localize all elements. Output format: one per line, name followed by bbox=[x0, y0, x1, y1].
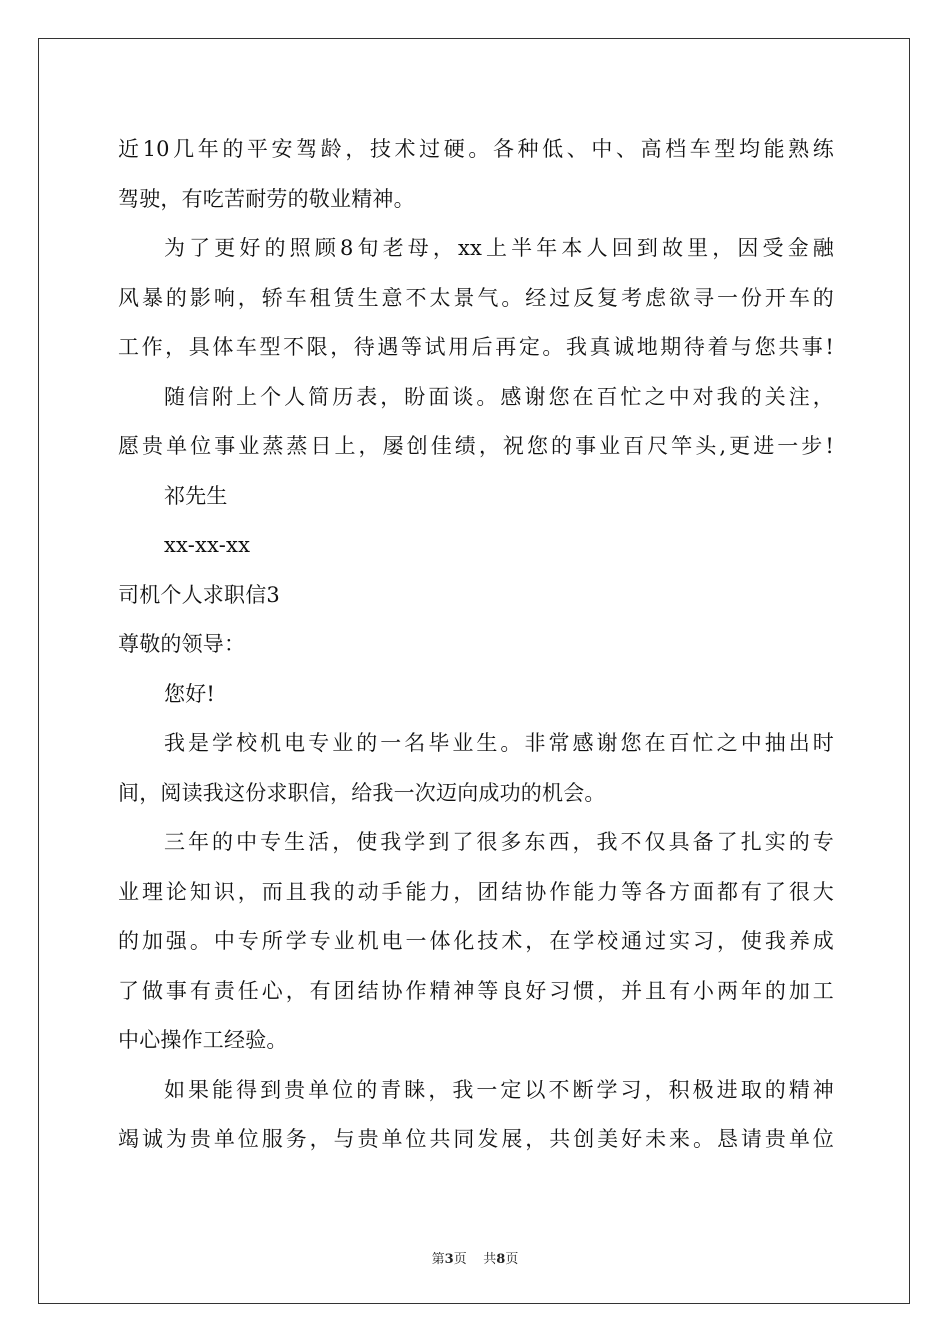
total-pages: 8 bbox=[496, 1252, 506, 1267]
document-body bbox=[118, 125, 834, 1165]
text-line-5: 工作，具体车型不限，待遇等试用后再定。我真诚地期待着与您共事! bbox=[118, 335, 834, 359]
text-line-13: 我是学校机电专业的一名毕业生。非常感谢您在百忙之中抽出时 bbox=[164, 731, 834, 755]
total-label-prefix: 共 bbox=[483, 1252, 497, 1267]
text-line-4: 风暴的影响，轿车租赁生意不太景气。经过反复考虑欲寻一份开车的 bbox=[118, 285, 834, 310]
page-number: 3 bbox=[444, 1252, 454, 1267]
signature-name: 祁先生 bbox=[164, 483, 228, 508]
signature-date: xx-xx-xx bbox=[164, 533, 251, 557]
text-line-15: 三年的中专生活，使我学到了很多东西，我不仅具备了扎实的专 bbox=[164, 830, 834, 854]
text-line-3: 为了更好的照顾8旬老母，xx上半年本人回到故里，因受金融 bbox=[164, 236, 834, 260]
text-line-17: 的加强。中专所学专业机电一体化技术，在学校通过实习，使我养成 bbox=[118, 929, 834, 953]
text-line-20: 如果能得到贵单位的青睐，我一定以不断学习，积极进取的精神 bbox=[164, 1077, 834, 1102]
page-label-prefix: 第 bbox=[431, 1252, 445, 1267]
text-line-16: 业理论知识，而且我的动手能力，团结协作能力等各方面都有了很大 bbox=[118, 879, 834, 904]
text-line-19: 中心操作工经验。 bbox=[118, 1028, 288, 1052]
page-footer bbox=[0, 1248, 950, 1267]
text-line-21: 竭诚为贵单位服务，与贵单位共同发展，共创美好未来。恳请贵单位 bbox=[118, 1127, 834, 1151]
salutation: 尊敬的领导： bbox=[118, 632, 246, 656]
text-line-14: 间，阅读我这份求职信，给我一次迈向成功的机会。 bbox=[118, 780, 606, 805]
section-heading: 司机个人求职信3 bbox=[118, 582, 280, 607]
page-label-suffix: 页 bbox=[453, 1252, 467, 1267]
text-line-1: 近10几年的平安驾龄，技术过硬。各种低、中、高档车型均能熟练 bbox=[118, 137, 834, 161]
text-line-7: 愿贵单位事业蒸蒸日上，屡创佳绩，祝您的事业百尺竿头,更进一步! bbox=[118, 434, 834, 458]
text-line-2: 驾驶，有吃苦耐劳的敬业精神。 bbox=[118, 186, 415, 211]
text-line-6: 随信附上个人简历表，盼面谈。感谢您在百忙之中对我的关注， bbox=[164, 384, 834, 409]
total-label-suffix: 页 bbox=[505, 1252, 519, 1267]
text-line-18: 了做事有责任心，有团结协作精神等良好习惯，并且有小两年的加工 bbox=[118, 978, 834, 1003]
greeting: 您好! bbox=[164, 681, 216, 706]
